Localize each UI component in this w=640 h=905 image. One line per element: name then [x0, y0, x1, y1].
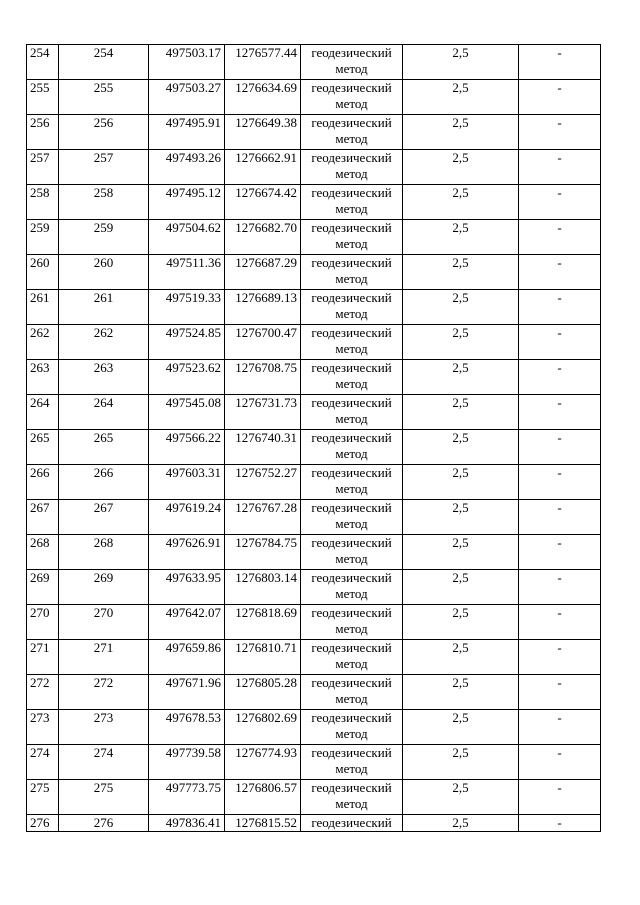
method-line-2: метод	[335, 376, 368, 391]
point-number-cell: 276	[27, 815, 59, 832]
point-number-cell: 259	[27, 220, 59, 255]
x-coordinate-cell: 497603.31	[149, 465, 225, 500]
x-coordinate-cell: 497671.96	[149, 675, 225, 710]
y-coordinate-cell: 1276805.28	[225, 675, 301, 710]
point-id-cell: 265	[59, 430, 149, 465]
precision-cell: 2,5	[403, 640, 519, 675]
point-id-cell: 273	[59, 710, 149, 745]
precision-cell: 2,5	[403, 535, 519, 570]
method-cell	[301, 430, 403, 465]
table-row	[27, 220, 601, 255]
method-line-2: метод	[335, 411, 368, 426]
y-coordinate-cell: 1276815.52	[225, 815, 301, 832]
method-line-1: геодезический	[311, 465, 392, 480]
description-cell: -	[519, 360, 601, 395]
method-cell	[301, 80, 403, 115]
point-id-cell: 256	[59, 115, 149, 150]
x-coordinate-cell: 497495.12	[149, 185, 225, 220]
method-line-1: геодезический	[311, 395, 392, 410]
method-cell	[301, 395, 403, 430]
method-line-2: метод	[335, 621, 368, 636]
point-number-cell: 256	[27, 115, 59, 150]
method-cell	[301, 465, 403, 500]
table-row	[27, 535, 601, 570]
point-number-cell: 263	[27, 360, 59, 395]
x-coordinate-cell: 497566.22	[149, 430, 225, 465]
description-cell: -	[519, 500, 601, 535]
point-number-cell: 267	[27, 500, 59, 535]
y-coordinate-cell: 1276731.73	[225, 395, 301, 430]
x-coordinate-cell: 497619.24	[149, 500, 225, 535]
method-line-2: метод	[335, 446, 368, 461]
table-row	[27, 395, 601, 430]
x-coordinate-cell: 497659.86	[149, 640, 225, 675]
method-cell	[301, 185, 403, 220]
method-line-1: геодезический	[311, 325, 392, 340]
table-row	[27, 430, 601, 465]
method-line-2: метод	[335, 481, 368, 496]
description-cell: -	[519, 430, 601, 465]
x-coordinate-cell: 497511.36	[149, 255, 225, 290]
point-number-cell: 268	[27, 535, 59, 570]
method-line-1: геодезический	[311, 185, 392, 200]
description-cell: -	[519, 675, 601, 710]
point-id-cell: 262	[59, 325, 149, 360]
description-cell: -	[519, 745, 601, 780]
table-row	[27, 465, 601, 500]
precision-cell: 2,5	[403, 255, 519, 290]
point-id-cell: 254	[59, 45, 149, 80]
point-number-cell: 273	[27, 710, 59, 745]
description-cell: -	[519, 80, 601, 115]
method-cell	[301, 45, 403, 80]
precision-cell: 2,5	[403, 710, 519, 745]
method-cell	[301, 640, 403, 675]
y-coordinate-cell: 1276784.75	[225, 535, 301, 570]
y-coordinate-cell: 1276700.47	[225, 325, 301, 360]
point-id-cell: 274	[59, 745, 149, 780]
description-cell: -	[519, 45, 601, 80]
method-line-2: метод	[335, 236, 368, 251]
method-line-1: геодезический	[311, 675, 392, 690]
y-coordinate-cell: 1276662.91	[225, 150, 301, 185]
point-id-cell: 261	[59, 290, 149, 325]
method-line-2: метод	[335, 131, 368, 146]
x-coordinate-cell: 497836.41	[149, 815, 225, 832]
point-id-cell: 276	[59, 815, 149, 832]
precision-cell: 2,5	[403, 150, 519, 185]
method-line-2: метод	[335, 551, 368, 566]
description-cell: -	[519, 290, 601, 325]
method-cell	[301, 675, 403, 710]
description-cell: -	[519, 115, 601, 150]
table-row	[27, 570, 601, 605]
y-coordinate-cell: 1276682.70	[225, 220, 301, 255]
coordinates-table	[26, 44, 601, 832]
description-cell: -	[519, 605, 601, 640]
description-cell: -	[519, 185, 601, 220]
table-row	[27, 605, 601, 640]
method-cell	[301, 150, 403, 185]
x-coordinate-cell: 497678.53	[149, 710, 225, 745]
x-coordinate-cell: 497503.27	[149, 80, 225, 115]
table-row	[27, 780, 601, 815]
method-line-2: метод	[335, 761, 368, 776]
x-coordinate-cell: 497524.85	[149, 325, 225, 360]
x-coordinate-cell: 497495.91	[149, 115, 225, 150]
method-cell	[301, 605, 403, 640]
table-row	[27, 815, 601, 832]
point-id-cell: 272	[59, 675, 149, 710]
method-cell	[301, 815, 403, 832]
point-number-cell: 269	[27, 570, 59, 605]
x-coordinate-cell: 497503.17	[149, 45, 225, 80]
method-cell	[301, 360, 403, 395]
description-cell: -	[519, 220, 601, 255]
precision-cell: 2,5	[403, 290, 519, 325]
precision-cell: 2,5	[403, 360, 519, 395]
precision-cell: 2,5	[403, 500, 519, 535]
precision-cell: 2,5	[403, 185, 519, 220]
y-coordinate-cell: 1276767.28	[225, 500, 301, 535]
precision-cell: 2,5	[403, 605, 519, 640]
description-cell: -	[519, 395, 601, 430]
point-id-cell: 260	[59, 255, 149, 290]
table-row	[27, 325, 601, 360]
y-coordinate-cell: 1276687.29	[225, 255, 301, 290]
precision-cell: 2,5	[403, 325, 519, 360]
point-number-cell: 270	[27, 605, 59, 640]
method-line-2: метод	[335, 691, 368, 706]
method-line-1: геодезический	[311, 80, 392, 95]
point-number-cell: 257	[27, 150, 59, 185]
precision-cell: 2,5	[403, 780, 519, 815]
description-cell: -	[519, 535, 601, 570]
x-coordinate-cell: 497739.58	[149, 745, 225, 780]
point-number-cell: 262	[27, 325, 59, 360]
method-line-1: геодезический	[311, 150, 392, 165]
precision-cell: 2,5	[403, 220, 519, 255]
x-coordinate-cell: 497519.33	[149, 290, 225, 325]
point-number-cell: 254	[27, 45, 59, 80]
point-number-cell: 255	[27, 80, 59, 115]
point-number-cell: 274	[27, 745, 59, 780]
y-coordinate-cell: 1276802.69	[225, 710, 301, 745]
method-line-2: метод	[335, 656, 368, 671]
y-coordinate-cell: 1276774.93	[225, 745, 301, 780]
method-line-1: геодезический	[311, 115, 392, 130]
description-cell: -	[519, 465, 601, 500]
method-line-1: геодезический	[311, 535, 392, 550]
method-line-1: геодезический	[311, 500, 392, 515]
method-cell	[301, 290, 403, 325]
y-coordinate-cell: 1276674.42	[225, 185, 301, 220]
y-coordinate-cell: 1276803.14	[225, 570, 301, 605]
table-row	[27, 710, 601, 745]
point-id-cell: 255	[59, 80, 149, 115]
point-number-cell: 264	[27, 395, 59, 430]
description-cell: -	[519, 815, 601, 832]
method-line-2: метод	[335, 796, 368, 811]
x-coordinate-cell: 497545.08	[149, 395, 225, 430]
point-id-cell: 258	[59, 185, 149, 220]
x-coordinate-cell: 497642.07	[149, 605, 225, 640]
method-line-1: геодезический	[311, 815, 392, 830]
method-cell	[301, 255, 403, 290]
table-row	[27, 150, 601, 185]
table-row	[27, 745, 601, 780]
method-line-1: геодезический	[311, 640, 392, 655]
method-cell	[301, 220, 403, 255]
point-number-cell: 260	[27, 255, 59, 290]
precision-cell: 2,5	[403, 430, 519, 465]
method-line-1: геодезический	[311, 745, 392, 760]
point-id-cell: 269	[59, 570, 149, 605]
point-id-cell: 267	[59, 500, 149, 535]
table-row	[27, 80, 601, 115]
method-cell	[301, 780, 403, 815]
x-coordinate-cell: 497626.91	[149, 535, 225, 570]
precision-cell: 2,5	[403, 745, 519, 780]
precision-cell: 2,5	[403, 570, 519, 605]
method-line-1: геодезический	[311, 360, 392, 375]
precision-cell: 2,5	[403, 675, 519, 710]
x-coordinate-cell: 497493.26	[149, 150, 225, 185]
table-row	[27, 360, 601, 395]
point-id-cell: 268	[59, 535, 149, 570]
description-cell: -	[519, 640, 601, 675]
table-row	[27, 115, 601, 150]
point-id-cell: 275	[59, 780, 149, 815]
method-line-1: геодезический	[311, 605, 392, 620]
point-number-cell: 272	[27, 675, 59, 710]
method-line-2: метод	[335, 516, 368, 531]
description-cell: -	[519, 710, 601, 745]
y-coordinate-cell: 1276634.69	[225, 80, 301, 115]
precision-cell: 2,5	[403, 115, 519, 150]
method-line-2: метод	[335, 306, 368, 321]
y-coordinate-cell: 1276752.27	[225, 465, 301, 500]
description-cell: -	[519, 150, 601, 185]
point-number-cell: 271	[27, 640, 59, 675]
method-line-2: метод	[335, 201, 368, 216]
method-line-2: метод	[335, 96, 368, 111]
method-cell	[301, 325, 403, 360]
y-coordinate-cell: 1276818.69	[225, 605, 301, 640]
point-number-cell: 265	[27, 430, 59, 465]
method-cell	[301, 500, 403, 535]
point-id-cell: 264	[59, 395, 149, 430]
precision-cell: 2,5	[403, 815, 519, 832]
point-id-cell: 259	[59, 220, 149, 255]
description-cell: -	[519, 325, 601, 360]
method-line-1: геодезический	[311, 430, 392, 445]
y-coordinate-cell: 1276708.75	[225, 360, 301, 395]
description-cell: -	[519, 780, 601, 815]
precision-cell: 2,5	[403, 45, 519, 80]
table-row	[27, 290, 601, 325]
y-coordinate-cell: 1276740.31	[225, 430, 301, 465]
precision-cell: 2,5	[403, 80, 519, 115]
method-line-2: метод	[335, 166, 368, 181]
table-body	[27, 45, 601, 832]
method-line-1: геодезический	[311, 570, 392, 585]
description-cell: -	[519, 570, 601, 605]
method-cell	[301, 115, 403, 150]
point-number-cell: 266	[27, 465, 59, 500]
method-line-2: метод	[335, 726, 368, 741]
x-coordinate-cell: 497773.75	[149, 780, 225, 815]
method-line-1: геодезический	[311, 220, 392, 235]
method-cell	[301, 535, 403, 570]
point-number-cell: 275	[27, 780, 59, 815]
method-line-1: геодезический	[311, 290, 392, 305]
method-line-2: метод	[335, 61, 368, 76]
x-coordinate-cell: 497633.95	[149, 570, 225, 605]
precision-cell: 2,5	[403, 395, 519, 430]
x-coordinate-cell: 497523.62	[149, 360, 225, 395]
method-line-1: геодезический	[311, 710, 392, 725]
method-line-1: геодезический	[311, 255, 392, 270]
method-line-1: геодезический	[311, 45, 392, 60]
point-number-cell: 261	[27, 290, 59, 325]
x-coordinate-cell: 497504.62	[149, 220, 225, 255]
point-number-cell: 258	[27, 185, 59, 220]
method-line-2: метод	[335, 271, 368, 286]
method-line-2: метод	[335, 586, 368, 601]
table-row	[27, 675, 601, 710]
table-row	[27, 640, 601, 675]
y-coordinate-cell: 1276806.57	[225, 780, 301, 815]
y-coordinate-cell: 1276577.44	[225, 45, 301, 80]
point-id-cell: 257	[59, 150, 149, 185]
method-line-1: геодезический	[311, 780, 392, 795]
table-row	[27, 185, 601, 220]
table-row	[27, 255, 601, 290]
table-row	[27, 500, 601, 535]
point-id-cell: 263	[59, 360, 149, 395]
precision-cell: 2,5	[403, 465, 519, 500]
point-id-cell: 270	[59, 605, 149, 640]
method-cell	[301, 745, 403, 780]
point-id-cell: 271	[59, 640, 149, 675]
y-coordinate-cell: 1276649.38	[225, 115, 301, 150]
method-cell	[301, 710, 403, 745]
method-cell	[301, 570, 403, 605]
method-line-2: метод	[335, 341, 368, 356]
point-id-cell: 266	[59, 465, 149, 500]
y-coordinate-cell: 1276810.71	[225, 640, 301, 675]
description-cell: -	[519, 255, 601, 290]
table-row	[27, 45, 601, 80]
y-coordinate-cell: 1276689.13	[225, 290, 301, 325]
